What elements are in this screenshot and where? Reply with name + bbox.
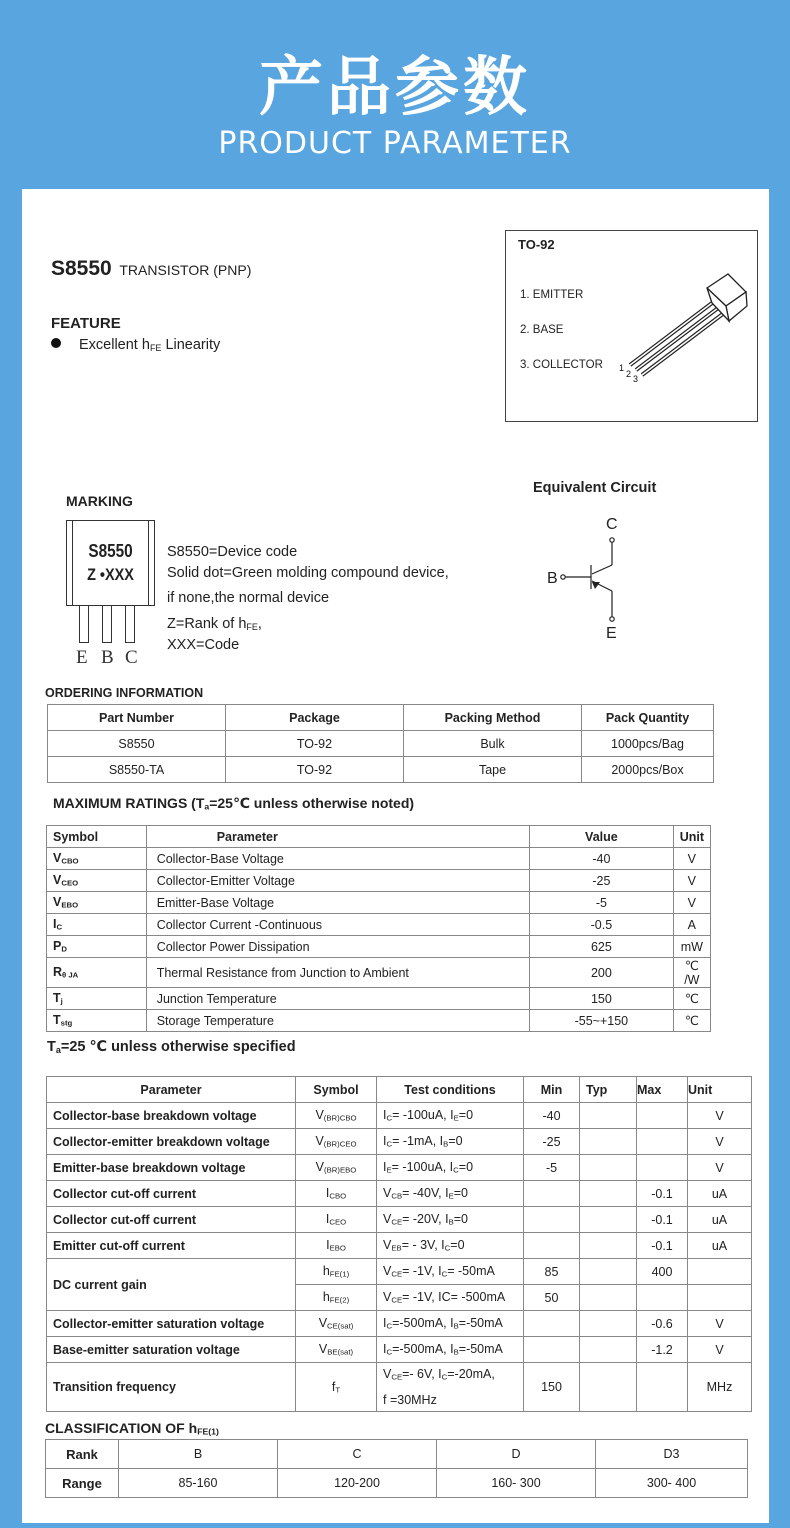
symbol-cell: $V_{CEO}$ — [47, 870, 147, 892]
symbol-cell: $V_{BE(sat)}$ — [296, 1337, 377, 1363]
cell: 2000pcs/Box — [582, 757, 714, 783]
parameter-cell: Collector-base breakdown voltage — [47, 1103, 296, 1129]
package-name: TO-92 — [518, 237, 555, 252]
typ-cell — [580, 1363, 637, 1412]
table-header-row — [47, 826, 711, 848]
symbol-cell: $V_{(BR)CEO}$ — [296, 1129, 377, 1155]
min-cell: -5 — [524, 1155, 580, 1181]
unit-cell: mW — [673, 936, 710, 958]
max-cell — [637, 1129, 688, 1155]
table-header-row — [48, 705, 714, 731]
col-header: Part Number — [48, 705, 226, 731]
symbol-cell: $P_D$ — [47, 936, 147, 958]
unit-cell: ℃ — [673, 1010, 710, 1032]
col-header: Min — [524, 1077, 580, 1103]
condition-cell: $I_C=-500mA$, $I_B=-50mA$ — [377, 1337, 524, 1363]
col-header: Symbol — [296, 1077, 377, 1103]
cell: Tape — [404, 757, 582, 783]
rank-cell: D — [437, 1440, 596, 1469]
marking-heading: MARKING — [66, 493, 133, 509]
max-cell: -0.1 — [637, 1207, 688, 1233]
table-row — [47, 848, 711, 870]
typ-cell — [580, 1155, 637, 1181]
ordering-heading: ORDERING INFORMATION — [45, 686, 204, 700]
symbol-cell: $I_{CBO}$ — [296, 1181, 377, 1207]
condition-cell: $I_C=-500mA$, $I_B=-50mA$ — [377, 1311, 524, 1337]
symbol-cell: $I_{CEO}$ — [296, 1207, 377, 1233]
unit-cell: A — [673, 914, 710, 936]
classification-table — [45, 1439, 748, 1498]
parameter-cell: DC current gain — [47, 1259, 296, 1311]
typ-cell — [580, 1181, 637, 1207]
condition-cell: $V_{CE}=-$ 6V, $I_C=-20mA$, f =30MHz — [377, 1363, 524, 1412]
parameter-cell: Base-emitter saturation voltage — [47, 1337, 296, 1363]
condition-cell: $I_C= -100uA$, $I_E=0$ — [377, 1103, 524, 1129]
parameter-cell: Collector Current -Continuous — [146, 914, 529, 936]
chip-line-1: S8550 — [88, 541, 133, 561]
value-cell: -25 — [530, 870, 674, 892]
table-row — [47, 1337, 752, 1363]
package-box — [505, 230, 758, 422]
symbol-cell: $I_{EBO}$ — [296, 1233, 377, 1259]
pin-number-1: 1 — [619, 363, 625, 373]
datasheet-card — [22, 189, 769, 1523]
max-cell — [637, 1103, 688, 1129]
max-ratings-heading: MAXIMUM RATINGS ($T_a=25℃$ unless otherwise noted) — [53, 795, 415, 812]
feature-heading: FEATURE — [51, 315, 121, 332]
marking-desc: Solid dot=Green molding compound device, — [167, 565, 449, 581]
table-row — [47, 1207, 752, 1233]
col-header: Max — [637, 1077, 688, 1103]
max-cell: -0.1 — [637, 1181, 688, 1207]
typ-cell — [580, 1129, 637, 1155]
unit-cell: ℃ /W — [673, 958, 710, 988]
pin-label-base: 2. BASE — [520, 324, 564, 336]
unit-cell: V — [673, 870, 710, 892]
max-cell: -0.1 — [637, 1233, 688, 1259]
pin-number-2: 2 — [626, 369, 632, 379]
table-row — [47, 914, 711, 936]
symbol-cell: $f_T$ — [296, 1363, 377, 1412]
marking-chip-icon — [66, 520, 155, 606]
min-cell — [524, 1311, 580, 1337]
max-cell: -1.2 — [637, 1337, 688, 1363]
part-number: S8550 — [51, 257, 112, 280]
pnp-transistor-symbol-icon — [542, 505, 662, 645]
max-ratings-table — [46, 825, 711, 1032]
value-cell: 150 — [530, 988, 674, 1010]
col-header: Unit — [688, 1077, 752, 1103]
table-row — [47, 936, 711, 958]
min-cell: 150 — [524, 1363, 580, 1412]
rank-cell: D3 — [596, 1440, 748, 1469]
typ-cell — [580, 1259, 637, 1285]
parameter-cell: Collector-emitter saturation voltage — [47, 1311, 296, 1337]
value-cell: -5 — [530, 892, 674, 914]
leg-label-b: B — [101, 647, 114, 668]
col-header: Packing Method — [404, 705, 582, 731]
max-cell — [637, 1363, 688, 1412]
range-cell: 300- 400 — [596, 1469, 748, 1498]
max-cell — [637, 1155, 688, 1181]
table-row — [47, 870, 711, 892]
feature-item: Excellent $h_{FE}$ Linearity — [51, 337, 220, 353]
value-cell: -0.5 — [530, 914, 674, 936]
circuit-label-e: E — [606, 625, 617, 642]
unit-cell: ℃ — [673, 988, 710, 1010]
symbol-cell: $V_{EBO}$ — [47, 892, 147, 914]
cell: S8550 — [48, 731, 226, 757]
parameter-cell: Emitter-base breakdown voltage — [47, 1155, 296, 1181]
chip-leg — [79, 605, 89, 643]
leg-label-e: E — [76, 647, 88, 668]
symbol-cell: $R_{\theta JA}$ — [47, 958, 147, 988]
table-row — [46, 1440, 748, 1469]
unit-cell: uA — [688, 1233, 752, 1259]
col-header: Unit — [673, 826, 710, 848]
min-cell — [524, 1233, 580, 1259]
typ-cell — [580, 1103, 637, 1129]
pin-number-3: 3 — [633, 374, 639, 384]
parameter-cell: Emitter-Base Voltage — [146, 892, 529, 914]
table-header-row — [47, 1077, 752, 1103]
col-header: Pack Quantity — [582, 705, 714, 731]
electrical-heading: $T_a=25$ ℃ unless otherwise specified — [47, 1039, 296, 1055]
min-cell — [524, 1337, 580, 1363]
unit-cell: V — [673, 848, 710, 870]
condition-cell: $V_{CE}= -1V$, $I_C= -50mA$ — [377, 1259, 524, 1285]
condition-cell: $I_E= -100uA$, $I_C=0$ — [377, 1155, 524, 1181]
table-row — [46, 1469, 748, 1498]
cell: 1000pcs/Bag — [582, 731, 714, 757]
table-row — [47, 1103, 752, 1129]
circuit-label-c: C — [606, 516, 618, 533]
unit-cell — [688, 1259, 752, 1285]
min-cell: 85 — [524, 1259, 580, 1285]
rank-cell: C — [278, 1440, 437, 1469]
parameter-cell: Collector-Base Voltage — [146, 848, 529, 870]
cell: Bulk — [404, 731, 582, 757]
table-row — [47, 1311, 752, 1337]
marking-desc: XXX=Code — [167, 637, 240, 653]
col-header: Parameter — [47, 1077, 296, 1103]
unit-cell: V — [688, 1155, 752, 1181]
circuit-label-b: B — [547, 570, 558, 587]
table-row — [48, 731, 714, 757]
min-cell: -25 — [524, 1129, 580, 1155]
typ-cell — [580, 1207, 637, 1233]
value-cell: -40 — [530, 848, 674, 870]
table-row — [47, 892, 711, 914]
unit-cell: uA — [688, 1207, 752, 1233]
condition-cell: $I_C= -1mA$, $I_B=0$ — [377, 1129, 524, 1155]
value-cell: -55~+150 — [530, 1010, 674, 1032]
condition-cell: $V_{CE}= -20V$, $I_B=0$ — [377, 1207, 524, 1233]
condition-cell: $V_{CB}= -40V$, $I_E=0$ — [377, 1181, 524, 1207]
parameter-cell: Storage Temperature — [146, 1010, 529, 1032]
table-row — [47, 1155, 752, 1181]
unit-cell: uA — [688, 1181, 752, 1207]
marking-desc: if none,the normal device — [167, 590, 330, 606]
leg-label-c: C — [125, 647, 138, 668]
parameter-cell: Collector cut-off current — [47, 1181, 296, 1207]
table-row — [47, 1010, 711, 1032]
parameter-cell: Collector-Emitter Voltage — [146, 870, 529, 892]
value-cell: 200 — [530, 958, 674, 988]
table-row — [47, 988, 711, 1010]
unit-cell: V — [673, 892, 710, 914]
range-cell: 160- 300 — [437, 1469, 596, 1498]
col-header: Typ — [580, 1077, 637, 1103]
chip-leg — [102, 605, 112, 643]
table-row — [48, 757, 714, 783]
condition-cell: $V_{CE}= -1V$, IC= -500mA — [377, 1285, 524, 1311]
product-type: TRANSISTOR (PNP) — [119, 262, 252, 278]
col-header: Symbol — [47, 826, 147, 848]
symbol-cell: $I_C$ — [47, 914, 147, 936]
range-cell: 85-160 — [119, 1469, 278, 1498]
max-cell: -0.6 — [637, 1311, 688, 1337]
electrical-table — [46, 1076, 752, 1412]
unit-cell: V — [688, 1103, 752, 1129]
symbol-cell: $V_{CE(sat)}$ — [296, 1311, 377, 1337]
to92-package-icon — [616, 266, 756, 391]
symbol-cell: $h_{FE(2)}$ — [296, 1285, 377, 1311]
bullet-icon — [51, 338, 61, 348]
min-cell — [524, 1207, 580, 1233]
parameter-cell: Collector cut-off current — [47, 1207, 296, 1233]
unit-cell: V — [688, 1129, 752, 1155]
cell: S8550-TA — [48, 757, 226, 783]
symbol-cell: $T_{stg}$ — [47, 1010, 147, 1032]
classification-heading: CLASSIFICATION OF $h_{FE(1)}$ — [45, 1420, 219, 1437]
table-row — [47, 1259, 752, 1285]
col-header: Test conditions — [377, 1077, 524, 1103]
parameter-cell: Transition frequency — [47, 1363, 296, 1412]
rank-label: Rank — [46, 1440, 119, 1469]
unit-cell — [688, 1285, 752, 1311]
circuit-heading: Equivalent Circuit — [533, 480, 657, 496]
rank-cell: B — [119, 1440, 278, 1469]
table-row — [47, 1363, 752, 1412]
symbol-cell: $h_{FE(1)}$ — [296, 1259, 377, 1285]
typ-cell — [580, 1337, 637, 1363]
col-header: Package — [226, 705, 404, 731]
table-row — [47, 1181, 752, 1207]
max-cell — [637, 1285, 688, 1311]
table-row — [47, 1129, 752, 1155]
condition-cell: $V_{EB}= - 3V$, $I_C=0$ — [377, 1233, 524, 1259]
symbol-cell: $V_{CBO}$ — [47, 848, 147, 870]
unit-cell: V — [688, 1311, 752, 1337]
min-cell: 50 — [524, 1285, 580, 1311]
value-cell: 625 — [530, 936, 674, 958]
table-row — [47, 958, 711, 988]
typ-cell — [580, 1285, 637, 1311]
pin-label-collector: 3. COLLECTOR — [520, 359, 603, 371]
parameter-cell: Thermal Resistance from Junction to Ambient — [146, 958, 529, 988]
unit-cell: V — [688, 1337, 752, 1363]
unit-cell: MHz — [688, 1363, 752, 1412]
max-cell: 400 — [637, 1259, 688, 1285]
chip-leg — [125, 605, 135, 643]
symbol-cell: $V_{(BR)EBO}$ — [296, 1155, 377, 1181]
cell: TO-92 — [226, 731, 404, 757]
parameter-cell: Emitter cut-off current — [47, 1233, 296, 1259]
parameter-cell: Junction Temperature — [146, 988, 529, 1010]
typ-cell — [580, 1233, 637, 1259]
col-header: Parameter — [146, 826, 529, 848]
product-title — [51, 257, 251, 281]
min-cell — [524, 1181, 580, 1207]
min-cell: -40 — [524, 1103, 580, 1129]
pin-label-emitter: 1. EMITTER — [520, 289, 584, 301]
parameter-cell: Collector-emitter breakdown voltage — [47, 1129, 296, 1155]
page-title-cn: 产品参数 — [259, 51, 531, 125]
marking-desc: Z=Rank of $h_{FE}$, — [167, 616, 262, 632]
typ-cell — [580, 1311, 637, 1337]
col-header: Value — [530, 826, 674, 848]
marking-desc: S8550=Device code — [167, 544, 298, 560]
parameter-cell: Collector Power Dissipation — [146, 936, 529, 958]
table-row — [47, 1233, 752, 1259]
page-title-en: PRODUCT PARAMETER — [218, 126, 572, 161]
cell: TO-92 — [226, 757, 404, 783]
symbol-cell: $V_{(BR)CBO}$ — [296, 1103, 377, 1129]
range-cell: 120-200 — [278, 1469, 437, 1498]
range-label: Range — [46, 1469, 119, 1498]
ordering-table — [47, 704, 714, 783]
chip-line-2: Z •XXX — [87, 565, 134, 584]
symbol-cell: $T_j$ — [47, 988, 147, 1010]
